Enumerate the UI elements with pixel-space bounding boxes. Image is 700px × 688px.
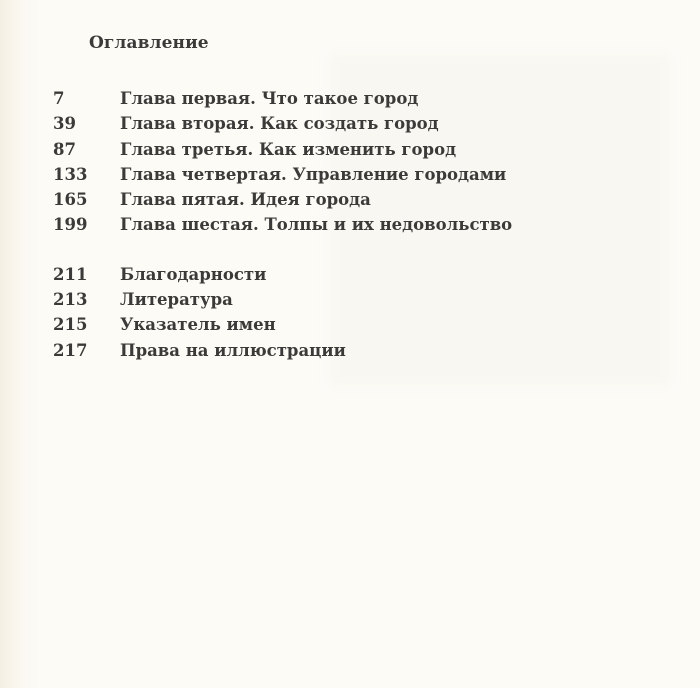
toc-page-number: 211	[53, 264, 88, 284]
toc-entry-chapter-6	[53, 215, 512, 240]
toc-entry-title: Глава первая. Что такое город	[120, 89, 419, 108]
section-spacer	[53, 241, 512, 265]
toc-page-number: 215	[53, 315, 88, 335]
toc-entry-name-index	[53, 315, 512, 340]
toc-page-number: 7	[53, 89, 65, 108]
toc-page-number: 165	[53, 190, 88, 210]
toc-entry-title: Указатель имен	[120, 315, 276, 335]
table-of-contents	[53, 89, 512, 366]
toc-entry-bibliography	[53, 290, 512, 315]
toc-entry-title: Благодарности	[120, 264, 267, 284]
toc-entry-title: Глава вторая. Как создать город	[120, 114, 439, 134]
toc-entry-title: Глава пятая. Идея города	[120, 190, 371, 210]
toc-page-number: 87	[53, 139, 76, 159]
toc-page-number: 133	[53, 164, 88, 184]
toc-entry-chapter-4	[53, 165, 512, 190]
toc-entry-chapter-1	[53, 89, 512, 114]
toc-entry-title: Права на иллюстрации	[120, 340, 346, 360]
toc-entry-title: Глава четвертая. Управление городами	[120, 164, 507, 184]
toc-entry-title: Литература	[120, 290, 233, 310]
toc-page-number: 213	[53, 290, 88, 310]
page-title: Оглавление	[89, 33, 209, 53]
toc-entry-chapter-5	[53, 190, 512, 215]
toc-entry-illustration-credits	[53, 341, 512, 366]
toc-entry-title: Глава третья. Как изменить город	[120, 139, 457, 159]
toc-entry-chapter-3	[53, 140, 512, 165]
toc-page-number: 217	[53, 340, 88, 360]
toc-entry-chapter-2	[53, 114, 512, 139]
toc-entry-acknowledgements	[53, 265, 512, 290]
toc-page-number: 199	[53, 215, 88, 235]
toc-entry-title: Глава шестая. Толпы и их недовольство	[120, 215, 513, 235]
toc-page-number: 39	[53, 114, 76, 134]
